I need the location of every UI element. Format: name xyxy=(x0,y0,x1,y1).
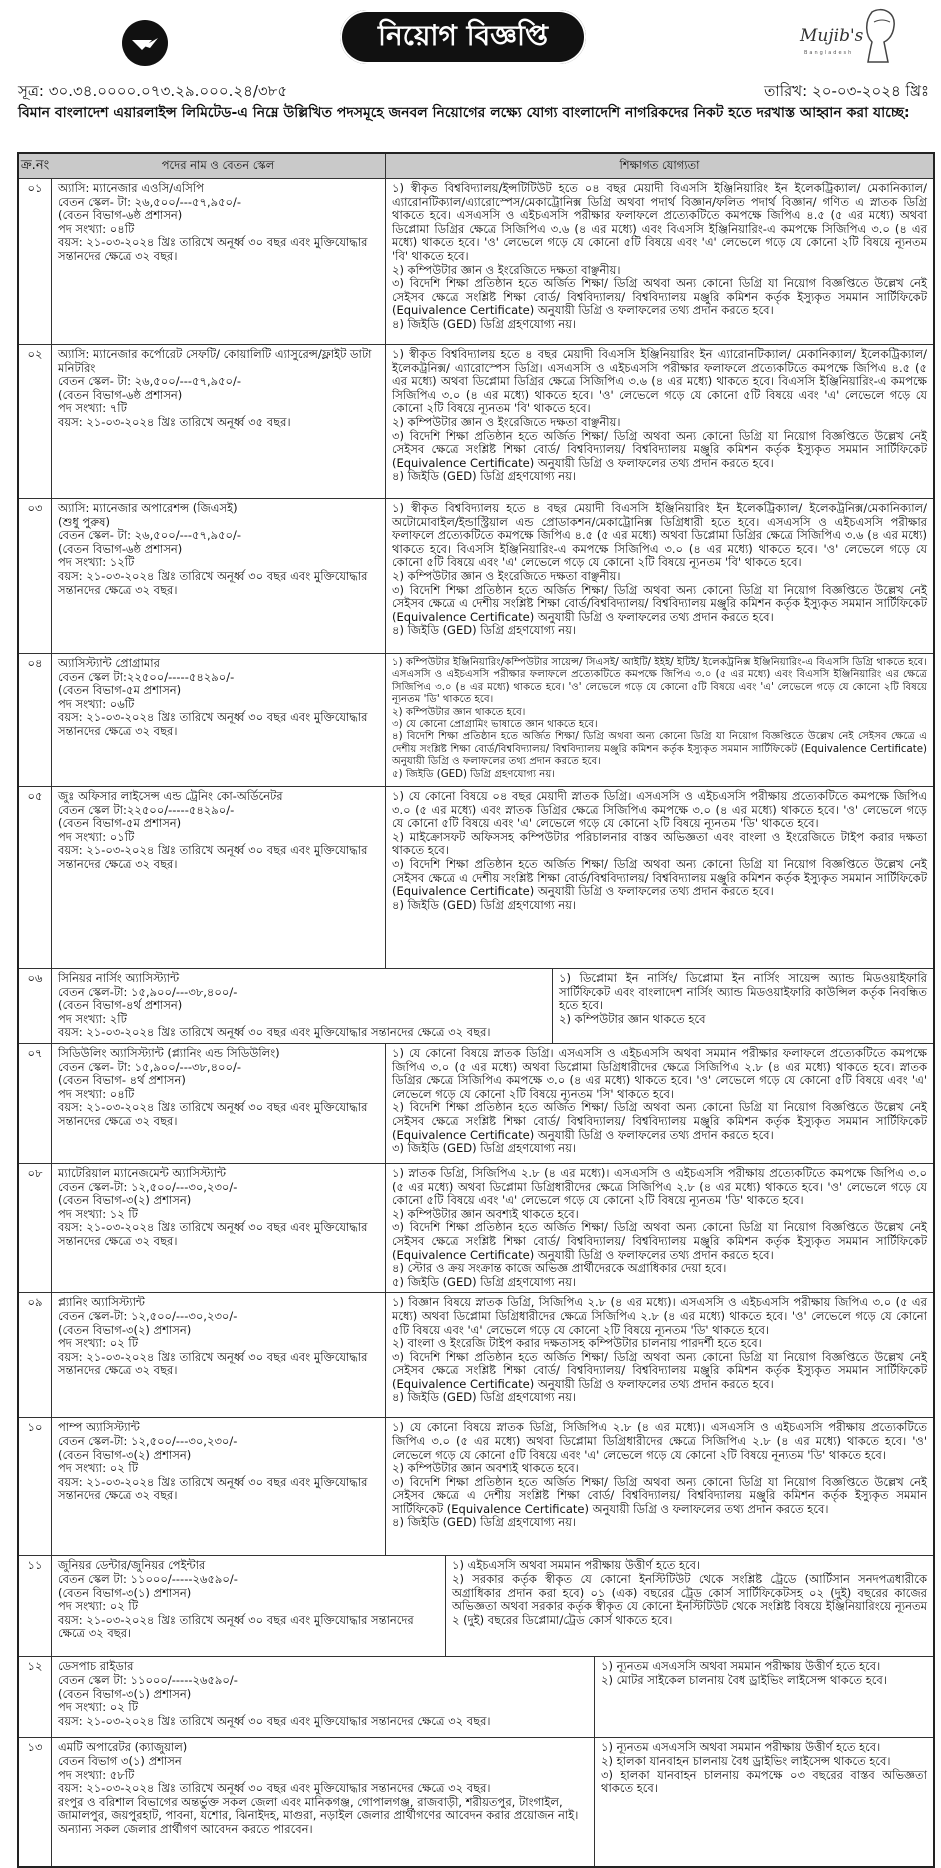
qualification-cell xyxy=(445,1556,933,1656)
post-cell xyxy=(51,1044,385,1163)
post-line: জুনিয়র ডেন্টার/জুনিয়র পেইন্টার xyxy=(58,1558,206,1573)
qualification-item: ৩) বিদেশি শিক্ষা প্রতিষ্ঠান হতে অর্জিত শিক্ষা/ ডিগ্রি অথবা অন্য কোনো ডিগ্রি যা নিয়োগ বিজ্ঞপ্তিতে উল্লেখ নেই সেইসব ক্ষেত্রে এ দেশীয় সংশ্লিষ্ট শিক্ষা বোর্ড/ বিশ্ববিদ্যালয়/ বিশ্ববিদ্যালয় মঞ্জুরি কমিশন কর্তৃক ইস্যুকৃত সমমান সার্টিফিকেট (Equivalence Certificate) অনুযায়ী ডিগ্রি ও ফলাফলের তথ্য প্রদান করতে হবে। xyxy=(392,1474,927,1516)
post-line: বেতন স্কেল-টা: ১২,৫০০/---৩০,২৩০/- xyxy=(58,1179,238,1194)
qualification-item: ১) স্বীকৃত বিশ্ববিদ্যালয় হতে ৪ বছর মেয়াদী বিএসসি ইঞ্জিনিয়ারিং ইন ইলেকট্রিক্যাল/ ইলেকট্রনিক্স/মেকানিক্যাল/ অটোমোবাইল/ইন্ডাস্ট্রিয়াল এন্ড প্রোডাকশন/মেকাট্রোনিক্স ডিগ্রিধারী হতে হবে। এসএসসি ও এইচএসসি পরীক্ষার ফলাফলে প্রত্যেকটিতে কমপক্ষে জিপিএ ৪.৫ (৫ এর মধ্যে) অথবা ডিপ্লোমা ডিগ্রির ক্ষেত্রে সিজিপিএ ৩.৬ (৪ এর মধ্যে) থাকতে হবে। বিএসসি ইঞ্জিনিয়ারিং-এ কমপক্ষে সিজিপিএ ৩.০ (৪ এর মধ্যে) থাকতে হবে। 'ও' লেভেলে গড়ে যে কোনো ৫টি বিষয়ে এবং 'এ' লেভেলে গড়ে যে কোনো ২টি বিষয়ে ন্যূনতম 'বি' থাকতে হবে। xyxy=(392,501,927,570)
notice-date: তারিখ: ২০-০৩-২০২৪ খ্রিঃ xyxy=(764,82,929,100)
post-line: সিনিয়র নার্সিং অ্যাসিস্ট্যান্ট xyxy=(58,971,180,985)
qualification-item: ১) যে কোনো বিষয়ে স্নাতক ডিগ্রি, সিজিপিএ ২.৮ (৪ এর মধ্যে)। এসএসসি ও এইচএসসি পরীক্ষায় প্রত্যেকটিতে জিপিএ ৩.০ (৫ এর মধ্যে) অথবা ডিপ্লোমা ডিগ্রিধারীদের ক্ষেত্রে সিজিপিএ ২.৮ (৪ এর মধ্যে) থাকতে হবে। 'ও' লেভেলে গড়ে যে কোনো ৫টি বিষয়ে এবং 'এ' লেভেলে গড়ে যে কোনো ২টি বিষয়ে নূন্যতম 'ডি' থাকতে হবে। xyxy=(392,1420,927,1462)
qualification-cell xyxy=(385,345,933,498)
post-line: অ্যাসিস্ট্যান্ট প্রোগ্রামার xyxy=(58,656,160,670)
post-line: (বেতন বিভাগ-৫ম প্রশাসন) xyxy=(58,816,182,831)
table-row xyxy=(19,1292,933,1417)
post-line: বেতন স্কেল টা:২২৫০০/-----৫৪২৯০/- xyxy=(58,802,235,817)
post-line: (বেতন বিভাগ-৩(১) প্রশাসন) xyxy=(58,1585,192,1600)
post-line: অ্যাসি: ম্যানেজার কর্পোরেট সেফটি/ কোয়ালিটি এ্যাসুরেন্স/ফ্লাইট ডাটা মনিটরিং xyxy=(58,347,372,375)
post-line: (বেতন বিভাগ-৬ষ্ঠ প্রশাসন) xyxy=(58,208,183,223)
serial-number: ১০ xyxy=(27,1420,43,1435)
post-cell xyxy=(51,787,385,968)
post-line: পদ সংখ্যা: ০২ টি xyxy=(58,1336,138,1351)
qualification-cell xyxy=(385,654,933,786)
post-line: এমটি অপারেটর (ক্যাজুয়াল) xyxy=(58,1740,188,1755)
qualification-item: ৫) জিইডি (GED) ডিগ্রি গ্রহণযোগ্য নয়। xyxy=(392,1274,577,1289)
post-cell xyxy=(51,969,552,1043)
table-row xyxy=(19,1737,933,1866)
post-cell xyxy=(51,654,385,786)
post-line: (শুধু পুরুষ) xyxy=(58,514,110,529)
post-cell xyxy=(51,1657,594,1737)
post-line: পদ সংখ্যা: ১২টি xyxy=(58,555,135,570)
table-row xyxy=(19,968,933,1043)
post-line: পদ সংখ্যা: ০২ টি xyxy=(58,1700,138,1715)
qualification-item: ৩) জিইডি (GED) ডিগ্রি গ্রহণযোগ্য নয়। xyxy=(392,1141,577,1156)
post-cell xyxy=(51,1738,594,1866)
qualification-item: ২) কম্পিউটার জ্ঞান থাকতে হবে। xyxy=(392,706,526,718)
qualification-item: ৫) জিইডি (GED) ডিগ্রি গ্রহণযোগ্য নয়। xyxy=(392,768,556,780)
qualification-item: ১) ন্যূনতম এসএসসি অথবা সমমান পরীক্ষায় উত্তীর্ণ হতে হবে। xyxy=(601,1659,881,1674)
qualification-cell xyxy=(594,1738,933,1866)
post-line: পদ সংখ্যা: ৫৮টি xyxy=(58,1767,135,1782)
table-row xyxy=(19,1043,933,1163)
post-line: বেতন স্কেল- টা: ১৫,৯০০/---৩৮,৪০০/- xyxy=(58,1059,242,1074)
qualification-item: ২) কম্পিউটার জ্ঞান ও ইংরেজিতে দক্ষতা বাঞ্ছনীয়। xyxy=(392,262,621,277)
post-line: পদ সংখ্যা: ৭টি xyxy=(58,401,127,416)
qualification-item: ৩) বিদেশি শিক্ষা প্রতিষ্ঠান হতে অর্জিত শিক্ষা/ ডিগ্রি অথবা অন্য কোনো ডিগ্রি যা নিয়োগ বিজ্ঞপ্তিতে উল্লেখ নেই সেইসব ক্ষেত্রে সংশ্লিষ্ট শিক্ষা বোর্ড/ বিশ্ববিদ্যালয়/ বিশ্ববিদ্যালয় মঞ্জুরি কমিশন কর্তৃক ইস্যুকৃত সমমান সার্টিফিকেট (Equivalence Certificate) অনুযায়ী ডিগ্রি ও ফলাফলের তথ্য প্রদান করতে হবে। xyxy=(392,276,927,318)
qualification-item: ৩) বিদেশি শিক্ষা প্রতিষ্ঠান হতে অর্জিত শিক্ষা/ ডিগ্রি অথবা অন্য কোনো ডিগ্রি যা নিয়োগ বিজ্ঞপ্তিতে উল্লেখ নেই সেইসব ক্ষেত্রে এ দেশীয় সংশ্লিষ্ট শিক্ষা বোর্ড/বিশ্ববিদ্যালয়/ বিশ্ববিদ্যালয় মঞ্জুরি কমিশন কর্তৃক ইস্যুকৃত সমমান সার্টিফিকেট (Equivalence Certificate) অনুযায়ী ডিগ্রি ও ফলাফলের তথ্য প্রদান করতে হবে। xyxy=(392,582,927,624)
qualification-cell xyxy=(385,499,933,653)
post-line: বয়স: ২১-০৩-২০২৪ খ্রিঃ তারিখে অনূর্ধ্ব ৩০ বছর এবং মুক্তিযোদ্ধার সন্তানদের ক্ষেত্রে ৩২ বছর। xyxy=(58,1100,368,1128)
post-line: প্ল্যানিং অ্যাসিস্ট্যান্ট xyxy=(58,1295,145,1310)
post-line: পদ সংখ্যা: ০৪টি xyxy=(58,221,135,236)
post-line: (বেতন বিভাগ-৬ষ্ঠ প্রশাসন) xyxy=(58,541,183,556)
post-line: বেতন স্কেল-টা: ১৫,৯০০/---৩৮,৪০০/- xyxy=(58,984,238,999)
header-qualification: শিক্ষাগত যোগ্যতা xyxy=(385,154,933,178)
qualification-item: ২) মাইক্রোসফট অফিসসহ কম্পিউটার পরিচালনার বাস্তব অভিজ্ঞতা এবং বাংলা ও ইংরেজিতে টাইপ করার দক্ষতা থাকতে হবে। xyxy=(392,829,927,858)
qualification-item: ২) কম্পিউটার জ্ঞান থাকতে হবে xyxy=(559,1011,706,1026)
serial-number: ০৪ xyxy=(27,656,43,670)
post-line: (বেতন বিভাগ- ৪র্থ প্রশাসন) xyxy=(58,1073,186,1088)
post-line: বয়স: ২১-০৩-২০২৪ খ্রিঃ তারিখে অনূর্ধ্ব ৩০ বছর এবং মুক্তিযোদ্ধার সন্তানদের ক্ষেত্রে ৩২ বছর। xyxy=(58,1474,368,1503)
post-cell xyxy=(51,1164,385,1292)
qualification-item: ২) কম্পিউটার জ্ঞান ও ইংরেজিতে দক্ষতা বাঞ্ছনীয়। xyxy=(392,568,621,583)
table-row xyxy=(19,653,933,786)
post-line: পদ সংখ্যা: ০২ টি xyxy=(58,1599,138,1614)
qualification-cell xyxy=(385,1293,933,1417)
header-serial: ক্র.নং xyxy=(20,157,50,173)
post-line: পদ সংখ্যা: ২টি xyxy=(58,1011,127,1026)
qualification-item: ১) যে কোনো বিষয়ে স্নাতক ডিগ্রি। এসএসসি ও এইচএসসি অথবা সমমান পরীক্ষার ফলাফলে প্রত্যেকটিতে কমপক্ষে জিপিএ ৩.০ (৫ এর মধ্যে) অথবা ডিপ্লোমা ডিগ্রিধারীদের ক্ষেত্রে সিজিপিএ ২.৮ (৪ এর মধ্যে) থাকতে হবে। স্নাতক ডিগ্রির ক্ষেত্রে সিজিপিএ কমপক্ষে ৩.০ (৪ এর মধ্যে) থাকতে হবে। 'ও' লেভেলে গড়ে যে কোনো ৫টি বিষয়ে এবং 'এ' লেভেলে গড়ে যে কোনো ২টি বিষয়ে ন্যূনতম 'সি' থাকতে হবে। xyxy=(392,1045,927,1101)
qualification-cell xyxy=(385,1164,933,1292)
serial-number: ১৩ xyxy=(27,1740,43,1755)
reference-number: সূত্র: ৩০.৩৪.০০০০.০৭৩.২৯.০০০.২৪/৩৮৫ xyxy=(18,82,288,100)
post-line: (বেতন বিভাগ-৩(১) প্রশাসন) xyxy=(58,1686,192,1701)
post-line: বেতন স্কেল- টা: ২৬,৫০০/---৫৭,৯৫০/- xyxy=(58,374,242,389)
qualification-item: ১) কম্পিউটার ইঞ্জিনিয়ারিং/কম্পিউটার সায়েন্স/ সিএসই/ আইটি/ ইইই/ ইটিই/ ইলেকট্রনিক্স ইঞ্জিনিয়ারিং-এ বিএসসি ডিগ্রি থাকতে হবে। এসএসসি ও এইচএসসি পরীক্ষার ফলাফলে প্রত্যেকটিতে কমপক্ষে জিপিএ ৩.০ (৫ এর মধ্যে) এবং বিএসসি ইঞ্জিনিয়ারিং এর ক্ষেত্রে সিজিপিএ ৩.০ (৪ এর মধ্যে) থাকতে হবে। 'ও' লেভেলে গড়ে যে কোনো ৫টি বিষয়ে এবং 'এ' লেভেলে গড়ে যে কোনো ২টি বিষয়ে ন্যূনতম 'ডি' থাকতে হবে। xyxy=(392,657,927,706)
qualification-item: ৪) জিইডি (GED) ডিগ্রি গ্রহণযোগ্য নয়। xyxy=(392,469,577,484)
qualification-item: ১) স্বীকৃত বিশ্ববিদ্যালয়/ইন্সটিটিউট হতে ০৪ বছর মেয়াদী বিএসসি ইঞ্জিনিয়ারিং ইন ইলেকট্রিক্যাল/ মেকানিক্যাল/ এ্যারোনটিক্যাল/এ্যারোস্পেস/মেকাট্রোনিক্স ডিগ্রি অথবা পদার্থ বিজ্ঞান/ফলিত পদার্থ বিজ্ঞান/ গণিত এ স্নাতক ডিগ্রি থাকতে হবে। এসএসসি ও এইচএসসি পরীক্ষার ফলাফলে প্রত্যেকটিতে কমপক্ষে জিপিএ ৪.৫ (৫ এর মধ্যে) অথবা ডিপ্লোমা ডিগ্রির ক্ষেত্রে সিজিপিএ ৩.৬ (৪ এর মধ্যে) এবং বিএসসি ইঞ্জিনিয়ারিং-এ কমপক্ষে সিজিপিএ ৩.০ (৪ এর মধ্যে) থাকতে হবে। 'ও' লেভেলে গড়ে যে কোনো ৫টি বিষয়ে এবং 'এ' লেভেলে গড়ে যে কোনো ২টি বিষয়ে ন্যূনতম 'বি' থাকতে হবে। xyxy=(392,181,927,263)
post-line: পদ সংখ্যা: ১২ টি xyxy=(58,1206,138,1221)
qualification-item: ২) বিদেশি শিক্ষা প্রতিষ্ঠান হতে অর্জিত শিক্ষা/ ডিগ্রি অথবা অন্য কোনো ডিগ্রি যা নিয়োগ বিজ্ঞপ্তিতে উল্লেখ নেই সেইসব ক্ষেত্রে সংশ্লিষ্ট শিক্ষা বোর্ড/ বিশ্ববিদ্যালয়/ বিশ্ববিদ্যালয় মঞ্জুরি কমিশন কর্তৃক ইস্যুকৃত সমমান সার্টিফিকেট (Equivalence Certificate) অনুযায়ী ডিগ্রি ও ফলাফলের তথ্য প্রদান করতে হবে। xyxy=(392,1100,927,1142)
qualification-cell xyxy=(385,179,933,344)
post-cell xyxy=(51,1293,385,1417)
portrait-icon xyxy=(858,6,902,68)
qualification-item: ৪) জিইডি (GED) ডিগ্রি গ্রহণযোগ্য নয়। xyxy=(392,1390,577,1405)
post-line: বেতন স্কেল- টা: ২৬,৫০০/---৫৭,৯৫০/- xyxy=(58,194,242,209)
table-row xyxy=(19,498,933,653)
table-row xyxy=(19,1555,933,1656)
qualification-item: ২) কম্পিউটার জ্ঞান ও ইংরেজিতে দক্ষতা বাঞ্ছনীয়। xyxy=(392,414,621,429)
qualification-item: ৩) বিদেশি শিক্ষা প্রতিষ্ঠান হতে অর্জিত শিক্ষা/ ডিগ্রি অথবা অন্য কোনো ডিগ্রি যা নিয়োগ বিজ্ঞপ্তিতে উল্লেখ নেই সেইসব ক্ষেত্রে সংশ্লিষ্ট শিক্ষা বোর্ড/ বিশ্ববিদ্যালয়/ বিশ্ববিদ্যালয় মঞ্জুরি কমিশন কর্তৃক ইস্যুকৃত সমমান সার্টিফিকেট (Equivalence Certificate) অনুযায়ী ডিগ্রি ও ফলাফলের তথ্য প্রদান করতে হবে। xyxy=(392,1220,927,1262)
serial-number: ০৬ xyxy=(27,971,43,985)
qualification-item: ৪) জিইডি (GED) ডিগ্রি গ্রহণযোগ্য নয়। xyxy=(392,1515,577,1530)
table-header-row xyxy=(19,154,933,178)
serial-number: ১২ xyxy=(27,1659,43,1674)
qualification-item: ২) মোটর সাইকেল চালনায় বৈধ ড্রাইভিং লাইসেন্স থাকতে হবে। xyxy=(601,1672,887,1687)
post-line: বয়স: ২১-০৩-২০২৪ খ্রিঃ তারিখে অনূর্ধ্ব ৩০ বছর এবং মুক্তিযোদ্ধার সন্তানদের ক্ষেত্রে ৩২ বছর। xyxy=(58,568,368,597)
qualification-item: ১) ডিপ্লোমা ইন নার্সিং/ ডিপ্লোমা ইন নার্সিং সায়েন্স অ্যান্ড মিডওয়াইফারি সার্টিফিকেট এবং বাংলাদেশ নার্সিং অ্যান্ড মিডওয়াইফারি কাউন্সিল কর্তৃক নিবন্ধিত হতে হবে। xyxy=(559,971,927,1013)
qualification-cell xyxy=(385,787,933,968)
post-line: বয়স: ২১-০৩-২০২৪ খ্রিঃ তারিখে অনূর্ধ্ব ৩০ বছর এবং মুক্তিযোদ্ধার সন্তানদের ক্ষেত্রে ৩২ বছর। xyxy=(58,1349,368,1378)
post-cell xyxy=(51,1556,445,1656)
qualification-item: ৩) বিদেশি শিক্ষা প্রতিষ্ঠান হতে অর্জিত শিক্ষা/ ডিগ্রি অথবা অন্য কোনো ডিগ্রি যা নিয়োগ বিজ্ঞপ্তিতে উল্লেখ নেই সেইসব ক্ষেত্রে সংশ্লিষ্ট শিক্ষা বোর্ড/ বিশ্ববিদ্যালয়/ বিশ্ববিদ্যালয় মঞ্জুরি কমিশন কর্তৃক ইস্যুকৃত সমমান সার্টিফিকেট (Equivalence Certificate) অনুযায়ী ডিগ্রি ও ফলাফলের তথ্য প্রদান করতে হবে। xyxy=(392,1349,927,1391)
qualification-item: ৪) জিইডি (GED) ডিগ্রি গ্রহণযোগ্য নয়। xyxy=(392,897,577,912)
post-line: বেতন স্কেল- টা: ২৬,৫০০/---৫৭,৯৫০/- xyxy=(58,528,242,543)
qualification-cell xyxy=(385,1044,933,1163)
post-line: বেতন স্কেল টা:২২৫০০/-----৫৪২৯০/- xyxy=(58,669,235,684)
post-line: রংপুর ও বরিশাল বিভাগের অন্তর্ভুক্ত সকল জেলা এবং মানিকগঞ্জ, গোপালগঞ্জ, রাজবাড়ী, শরীয়তপুর, টাংগাইল, জামালপুর, জয়পুরহাট, পাবনা, যশোর, ঝিনাইদহ, মাগুরা, নড়াইল জেলার প্রার্থীগণের আবেদন করার প্রয়োজন নাই। অন্যান্য সকল জেলার প্রার্থীগণ আবেদন করতে পারবেন। xyxy=(58,1794,579,1836)
post-line: বেতন স্কেল-টা: ১২,৫০০/---৩০,২৩০/- xyxy=(58,1308,238,1323)
qualification-item: ৪) স্টোর ও ক্রয় সংক্রান্ত কাজে অভিজ্ঞ প্রার্থীদেরকে অগ্রাধিকার দেয়া হবে। xyxy=(392,1261,727,1276)
biman-logo-icon xyxy=(122,20,168,66)
qualification-item: ৪) বিদেশি শিক্ষা প্রতিষ্ঠান হতে অর্জিত শিক্ষা/ ডিগ্রি অথবা অন্য কোনো ডিগ্রি যা নিয়োগ বিজ্ঞপ্তিতে উল্লেখ নেই সেইসব ক্ষেত্রে এ দেশীয় সংশ্লিষ্ট শিক্ষা বোর্ড/বিশ্ববিদ্যালয়/ বিশ্ববিদ্যালয় মঞ্জুরি কমিশন কর্তৃক ইস্যুকৃত সমমান সার্টিফিকেট (Equivalence Certificate) অনুযায়ী ডিগ্রি ও ফলাফলের তথ্য প্রদান করতে হবে। xyxy=(392,731,927,768)
qualification-item: ১) ন্যূনতম এসএসসি অথবা সমমান পরীক্ষায় উত্তীর্ণ হতে হবে। xyxy=(601,1740,881,1755)
post-line: সিডিউলিং অ্যাসিস্ট্যান্ট (প্ল্যানিং এন্ড সিডিউলিং) xyxy=(58,1045,280,1060)
post-line: পদ সংখ্যা: ০২ টি xyxy=(58,1461,138,1476)
qualification-item: ১) বিজ্ঞান বিষয়ে স্নাতক ডিগ্রি, সিজিপিএ ২.৮ (৪ এর মধ্যে)। এসএসসি ও এইচএসসি পরীক্ষায় জিপিএ ৩.০ (৫ এর মধ্যে) অথবা ডিপ্লোমা ডিগ্রিধারীদের ক্ষেত্রে সিজিপিএ ২.৮ (৪ এর মধ্যে) থাকতে হবে। 'ও' লেভেলে গড়ে যে কোনো ৫টি বিষয়ে এবং 'এ' লেভেলে গড়ে যে কোনো ২টি বিষয়ে ন্যূনতম 'ডি' থাকতে হবে। xyxy=(392,1295,927,1337)
post-cell xyxy=(51,179,385,344)
qualification-item: ৩) যে কোনো প্রোগ্রামিং ভাষাতে জ্ঞান থাকতে হবে। xyxy=(392,719,598,731)
serial-number: ১১ xyxy=(27,1558,43,1573)
qualification-item: ৩) হালকা যানবাহন চালনায় কমপক্ষে ০৩ বছরের বাস্তব অভিজ্ঞতা থাকতে হবে। xyxy=(601,1767,927,1796)
post-line: বেতন স্কেল টা: ১১০০০/-----২৬৫৯০/- xyxy=(58,1571,238,1586)
post-line: বয়স: ২১-০৩-২০২৪ খ্রিঃ তারিখে অনূর্ধ্ব ৩০ বছর এবং মুক্তিযোদ্ধার সন্তানদের ক্ষেত্রে ৩২ বছর। xyxy=(58,1220,368,1248)
post-line: বয়স: ২১-০৩-২০২৪ খ্রিঃ তারিখে অনূর্ধ্ব ৩০ বছর এবং মুক্তিযোদ্ধার সন্তানদের ক্ষেত্রে ৩২ বছর। xyxy=(58,235,368,263)
table-row xyxy=(19,344,933,498)
qualification-item: ২) বাংলা ও ইংরেজি টাইপ করার দক্ষতাসহ কম্পিউটার চালনায় পারদর্শী হতে হবে। xyxy=(392,1336,762,1351)
serial-number: ০২ xyxy=(27,347,43,361)
job-table xyxy=(17,152,935,1868)
post-line: (বেতন বিভাগ-৫ম প্রশাসন) xyxy=(58,683,182,698)
qualification-item: ৪) জিইডি (GED) ডিগ্রি গ্রহণযোগ্য নয়। xyxy=(392,623,577,638)
qualification-item: ২) হালকা যানবাহন চালনায় বৈধ ড্রাইভিং লাইসেন্স থাকতে হবে। xyxy=(601,1753,891,1768)
post-line: বয়স: ২১-০৩-২০২৪ খ্রিঃ তারিখে অনূর্ধ্ব ৩০ বছর এবং মুক্তিযোদ্ধার সন্তানদের ক্ষেত্রে ৩২ বছর। xyxy=(58,843,368,871)
post-line: পদ সংখ্যা: ০১টি xyxy=(58,829,135,844)
serial-number: ০৫ xyxy=(27,789,43,803)
table-row xyxy=(19,1163,933,1292)
post-cell xyxy=(51,499,385,653)
qualification-item: ১) স্বীকৃত বিশ্ববিদ্যালয় হতে ৪ বছর মেয়াদী বিএসসি ইঞ্জিনিয়ারিং ইন এ্যারোনটিক্যাল/ মেকানিক্যাল/ ইলেকট্রিক্যাল/ইলেকট্রনিক্স/ এ্যারোস্পেস ডিগ্রি। এসএসসি ও এইচএসসি পরীক্ষার ফলাফলে প্রত্যেকটিতে কমপক্ষে জিপিএ ৪.৫ (৫ এর মধ্যে) অথবা ডিপ্লোমা ডিগ্রির ক্ষেত্রে সিজিপিএ ৩.৬ (৪ এর মধ্যে) থাকতে হবে। বিএসসি ইঞ্জিনিয়ারিং-এ কমপক্ষে সিজিপিএ ৩.০ (৪ এর মধ্যে) থাকতে হবে। 'ও' লেভেলে গড়ে যে কোনো ৫টি বিষয়ে এবং 'এ' লেভেলে গড়ে যে কোনো ২টি বিষয়ে ন্যূনতম 'বি' থাকতে হবে। xyxy=(392,347,927,416)
post-line: বয়স: ২১-০৩-২০২৪ খ্রিঃ তারিখে অনূর্ধ্ব ৩০ বছর এবং মুক্তিযোদ্ধার সন্তানদের ক্ষেত্রে ৩২ বছর। xyxy=(58,1781,491,1796)
table-row xyxy=(19,178,933,344)
post-line: পদ সংখ্যা: ০৪টি xyxy=(58,1086,135,1101)
intro-text: বিমান বাংলাদেশ এয়ারলাইন্স লিমিটেড-এ নিম্নে উল্লিখিত পদসমূহে জনবল নিয়োগের লক্ষ্যে যোগ্য বাংলাদেশি নাগরিকদের নিকট হতে দরখাস্ত আহ্বান করা যাচ্ছে: xyxy=(18,105,910,121)
post-line: জুঃ অফিসার লাইসেন্স এন্ড ট্রেনিং কো-অর্ডিনেটর xyxy=(58,789,283,803)
post-line: ম্যাটেরিয়াল ম্যানেজমেন্ট অ্যাসিস্ট্যান্ট xyxy=(58,1165,227,1180)
post-line: পাম্প অ্যাসিস্ট্যান্ট xyxy=(58,1420,140,1435)
post-line: (বেতন বিভাগ-৩(২) প্রশাসন) xyxy=(58,1447,192,1462)
mujib-logo-text: Mujib's xyxy=(800,26,864,46)
post-line: পদ সংখ্যা: ০৬টি xyxy=(58,696,135,711)
post-line: বয়স: ২১-০৩-২০২৪ খ্রিঃ তারিখে অনূর্ধ্ব ৩০ বছর এবং মুক্তিযোদ্ধার সন্তানদের ক্ষেত্রে ৩২ বছর। xyxy=(58,1713,491,1728)
qualification-item: ১) যে কোনো বিষয়ে ০৪ বছর মেয়াদী স্নাতক ডিগ্রি। এসএসসি ও এইচএসসি পরীক্ষায় প্রত্যেকটিতে কমপক্ষে জিপিএ ৩.০ (৫ এর মধ্যে) এবং স্নাতক ডিগ্রির ক্ষেত্রে সিজিপিএ কমপক্ষে ৩.০ (৪ এর মধ্যে) থাকতে হবে। 'ও' লেভেলে গড়ে যে কোনো ৫টি বিষয়ে এবং 'এ' লেভেলে গড়ে যে কোনো ২টি বিষয়ে ন্যূনতম 'ডি' থাকতে হবে। xyxy=(392,789,927,831)
table-row xyxy=(19,786,933,968)
post-line: বয়স: ২১-০৩-২০২৪ খ্রিঃ তারিখে অনূর্ধ্ব ৩০ বছর এবং মুক্তিযোদ্ধার সন্তানদের ক্ষেত্রে ৩২ বছর। xyxy=(58,1612,414,1641)
serial-number: ০১ xyxy=(27,181,43,195)
post-line: বয়স: ২১-০৩-২০২৪ খ্রিঃ তারিখে অনূর্ধ্ব ৩০ বছর এবং মুক্তিযোদ্ধার সন্তানদের ক্ষেত্রে ৩২ বছর। xyxy=(58,710,368,738)
serial-number: ০৩ xyxy=(27,501,43,515)
mujib-logo xyxy=(800,6,905,72)
post-line: বেতন স্কেল-টা: ১২,৫০০/---৩০,২৩০/- xyxy=(58,1433,238,1448)
qualification-item: ২) সরকার কর্তৃক স্বীকৃত যে কোনো ইনস্টিটিউট থেকে সংশ্লিষ্ট ট্রেডে (আর্টিসান সনদপত্রধারীকে অগ্রাধিকার প্রদান করা হবে) ০১ (এক) বছরের ট্রেড কোর্স সার্টিফিকেটসহ ০২ (দুই) বছরের কাজের অভিজ্ঞতা অথবা সরকার কর্তৃক স্বীকৃত যে কোনো ইনস্টিটিউট থেকে সংশ্লিষ্ট বিষয়ে ইঞ্জিনিয়ারিংয়ে ন্যূনতম ২ (দুই) বছরের ডিপ্লোমা/ট্রেড কোর্স থাকতে হবে। xyxy=(452,1571,927,1627)
qualification-item: ১) স্নাতক ডিগ্রি, সিজিপিএ ২.৮ (৪ এর মধ্যে)। এসএসসি ও এইচএসসি পরীক্ষায় প্রত্যেকটিতে কমপক্ষে জিপিএ ৩.০ (৫ এর মধ্যে) অথবা ডিপ্লোমা ডিগ্রিধারীদের ক্ষেত্রে সিজিপিএ ২.৮ (৪ এর মধ্যে) থাকতে হবে। 'ও' লেভেলে গড়ে যে কোনো ৫টি বিষয়ে এবং 'এ' লেভেলে গড়ে যে কোনো ২টি বিষয়ে ন্যূনতম 'ডি' থাকতে হবে। xyxy=(392,1165,927,1208)
post-line: (বেতন বিভাগ-৩(২) প্রশাসন) xyxy=(58,1322,192,1337)
serial-number: ০৮ xyxy=(27,1165,43,1180)
post-line: অ্যাসি: ম্যানেজার এওসি/এসিপি xyxy=(58,181,204,195)
post-line: বয়স: ২১-০৩-২০২৪ খ্রিঃ তারিখে অনূর্ধ্ব ৩৫ বছর। xyxy=(58,414,291,429)
qualification-item: ৪) জিইডি (GED) ডিগ্রি গ্রহণযোগ্য নয়। xyxy=(392,316,577,331)
qualification-item: ২) কম্পিউটার জ্ঞান অবশ্যই থাকতে হবে। xyxy=(392,1206,579,1221)
qualification-cell xyxy=(552,969,933,1043)
serial-number: ০৯ xyxy=(27,1295,43,1310)
post-line: বেতন স্কেল টা: ১১০০০/-----২৬৫৯০/- xyxy=(58,1672,238,1687)
page-title: নিয়োগ বিজ্ঞপ্তি xyxy=(340,10,586,64)
qualification-item: ৩) বিদেশি শিক্ষা প্রতিষ্ঠান হতে অর্জিত শিক্ষা/ ডিগ্রি অথবা অন্য কোনো ডিগ্রি যা নিয়োগ বিজ্ঞপ্তিতে উল্লেখ নেই সেইসব ক্ষেত্রে এ দেশীয় সংশ্লিষ্ট শিক্ষা বোর্ড/বিশ্ববিদ্যালয়/ বিশ্ববিদ্যালয় মঞ্জুরি কমিশন কর্তৃক ইস্যুকৃত সমমান সার্টিফিকেট (Equivalence Certificate) অনুযায়ী ডিগ্রি ও ফলাফলের তথ্য প্রদান করতে হবে। xyxy=(392,856,927,899)
qualification-cell xyxy=(594,1657,933,1737)
header-post: পদের নাম ও বেতন স্কেল xyxy=(161,158,275,173)
post-line: (বেতন বিভাগ-৬ষ্ঠ প্রশাসন) xyxy=(58,387,183,402)
mujib-logo-subtext: Bangladesh xyxy=(804,50,854,56)
table-row xyxy=(19,1656,933,1737)
post-line: ডেসপাচ রাইডার xyxy=(58,1659,134,1674)
serial-number: ০৭ xyxy=(27,1045,43,1060)
post-line: বয়স: ২১-০৩-২০২৪ খ্রিঃ তারিখে অনূর্ধ্ব ৩০ বছর এবং মুক্তিযোদ্ধার সন্তানদের ক্ষেত্রে ৩২ বছর। xyxy=(58,1025,491,1040)
post-line: অ্যাসি: ম্যানেজার অপারেশন্স (জিএসই) xyxy=(58,501,238,515)
qualification-item: ২) কম্পিউটার জ্ঞান অবশ্যই থাকতে হবে। xyxy=(392,1461,579,1476)
post-cell xyxy=(51,345,385,498)
post-line: বেতন বিভাগ ৩(১) প্রশাসন xyxy=(58,1753,182,1768)
post-line: (বেতন বিভাগ-৪র্থ প্রশাসন) xyxy=(58,998,183,1013)
table-row xyxy=(19,1417,933,1555)
qualification-item: ১) এইচএসসি অথবা সমমান পরীক্ষায় উত্তীর্ণ হতে হবে। xyxy=(452,1558,701,1573)
qualification-item: ৩) বিদেশি শিক্ষা প্রতিষ্ঠান হতে অর্জিত শিক্ষা/ ডিগ্রি অথবা অন্য কোনো ডিগ্রি যা নিয়োগ বিজ্ঞপ্তিতে উল্লেখ নেই সেইসব ক্ষেত্রে সংশ্লিষ্ট শিক্ষা বোর্ড/ বিশ্ববিদ্যালয়/ বিশ্ববিদ্যালয় মঞ্জুরি কমিশন কর্তৃক ইস্যুকৃত সমমান সার্টিফিকেট (Equivalence Certificate) অনুযায়ী ডিগ্রি ও ফলাফলের তথ্য প্রদান করতে হবে। xyxy=(392,428,927,470)
qualification-cell xyxy=(385,1418,933,1555)
post-line: (বেতন বিভাগ-৩(২) প্রশাসন) xyxy=(58,1193,192,1208)
post-cell xyxy=(51,1418,385,1555)
